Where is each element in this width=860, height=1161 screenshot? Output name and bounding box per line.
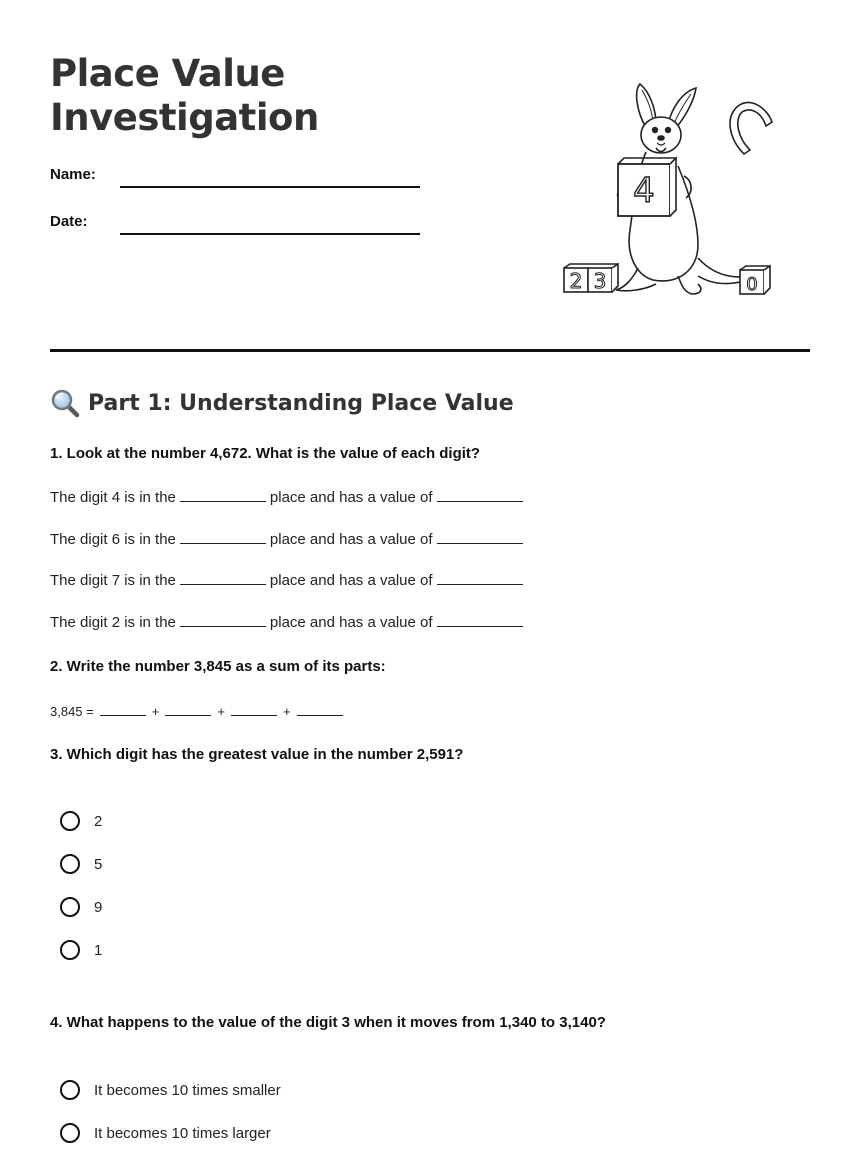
q1-line-4-blank-place[interactable] (180, 612, 266, 627)
q2-prefix: 3,845 = (50, 704, 94, 719)
q4-option-2-label: It becomes 10 times larger (94, 1124, 271, 1142)
q1-line-2-blank-place[interactable] (180, 529, 266, 544)
floor-block-digit-2: 3 (593, 269, 607, 293)
q4-option-1-label: It becomes 10 times smaller (94, 1081, 281, 1099)
question-3: 3. Which digit has the greatest value in the number 2,591? (50, 746, 464, 763)
radio-button[interactable] (60, 1123, 80, 1143)
name-field-line[interactable] (120, 186, 420, 188)
q1-line-3-blank-place[interactable] (180, 570, 266, 585)
q1-line-4-blank-value[interactable] (437, 612, 523, 627)
part1-title (50, 388, 514, 418)
q3-option-3[interactable] (60, 897, 102, 917)
name-label: Name: (50, 166, 96, 183)
q1-line-3 (50, 570, 527, 589)
q1-line-2-b: place and has a value of (269, 531, 433, 548)
q3-option-4[interactable] (60, 940, 102, 960)
q2-blank-3[interactable] (231, 701, 277, 716)
q1-line-2-blank-value[interactable] (437, 529, 523, 544)
q1-line-3-b: place and has a value of (269, 572, 433, 589)
q3-option-1-label: 2 (94, 812, 103, 830)
q1-line-4-b: place and has a value of (269, 614, 433, 631)
date-field-line[interactable] (120, 233, 420, 235)
question-4: 4. What happens to the value of the digit 3 when it moves from 1,340 to 3,140? (50, 1014, 606, 1031)
q2-plus-1: + (151, 704, 160, 719)
q3-option-2-label: 5 (94, 855, 103, 873)
q2-blank-4[interactable] (297, 701, 343, 716)
q1-line-4-a: The digit 2 is in the (50, 614, 176, 631)
q2-blank-1[interactable] (100, 701, 146, 716)
q1-line-1-b: place and has a value of (269, 489, 433, 506)
q2-plus-2: + (217, 704, 225, 719)
radio-button[interactable] (60, 1080, 80, 1100)
radio-button[interactable] (60, 940, 80, 960)
header-divider (50, 349, 810, 352)
q1-line-4 (50, 612, 527, 631)
q4-option-2[interactable] (60, 1123, 271, 1143)
q3-option-2[interactable] (60, 854, 102, 874)
radio-button[interactable] (60, 897, 80, 917)
q1-line-1-a: The digit 4 is in the (50, 489, 176, 506)
title-line-1: Place Value (50, 52, 285, 95)
q1-line-2 (50, 529, 527, 548)
part1-title-text: Part 1: Understanding Place Value (88, 390, 514, 416)
q4-option-1[interactable] (60, 1080, 281, 1100)
question-2: 2. Write the number 3,845 as a sum of its parts: (50, 658, 386, 675)
radio-button[interactable] (60, 854, 80, 874)
page-title (50, 52, 319, 140)
q2-blank-2[interactable] (165, 701, 211, 716)
q1-line-3-a: The digit 7 is in the (50, 572, 176, 589)
q1-line-1 (50, 487, 527, 506)
title-line-2: Investigation (50, 96, 319, 139)
magnifying-glass-icon (50, 388, 80, 418)
date-label: Date: (50, 213, 88, 230)
question-1: 1. Look at the number 4,672. What is the value of each digit? (50, 445, 481, 462)
q3-option-1[interactable] (60, 811, 102, 831)
right-block-digit: 0 (746, 274, 758, 295)
radio-button[interactable] (60, 811, 80, 831)
q3-option-4-label: 1 (94, 941, 103, 959)
q1-line-1-blank-value[interactable] (437, 487, 523, 502)
held-block-digit: 4 (633, 171, 655, 211)
q1-line-3-blank-value[interactable] (437, 570, 523, 585)
q1-line-2-a: The digit 6 is in the (50, 531, 176, 548)
floor-block-digit-1: 2 (569, 269, 583, 293)
q3-option-3-label: 9 (94, 898, 103, 916)
q1-line-1-blank-place[interactable] (180, 487, 266, 502)
q2-equation (50, 701, 349, 719)
q2-plus-3: + (282, 704, 291, 719)
kangaroo-illustration (558, 80, 778, 300)
